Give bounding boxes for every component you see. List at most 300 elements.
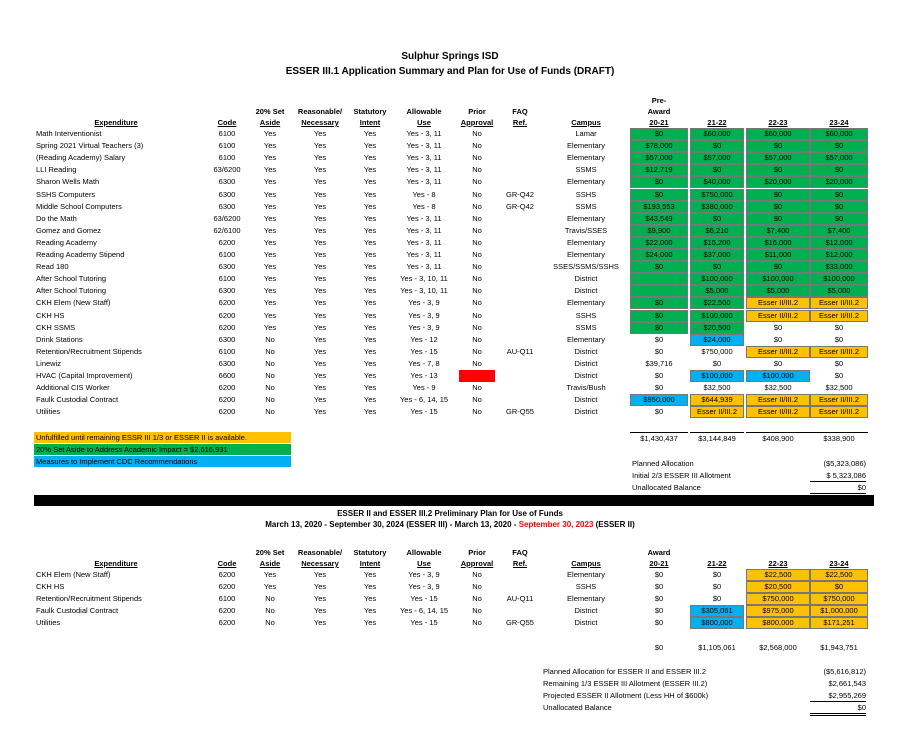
cell-allowable: Yes - 3, 11 xyxy=(406,141,442,151)
cell-21-22: $24,000 xyxy=(690,334,744,346)
cell-reasonable: Yes xyxy=(313,177,327,187)
header-expenditure: Expenditure xyxy=(94,559,138,568)
header-statutory: Statutory Intent xyxy=(353,548,387,568)
cell-faq xyxy=(498,213,542,225)
cell-expenditure: Do the Math xyxy=(36,213,77,223)
cell-pre-award: $0 xyxy=(654,334,664,344)
header-allowable: Allowable Use xyxy=(406,548,442,568)
summary2-value: $2,661,543 xyxy=(828,679,866,688)
cell-allowable: Yes - 3, 9 xyxy=(408,570,440,579)
cell-pre-award: $0 xyxy=(630,261,688,273)
table-row xyxy=(0,189,922,201)
cell-allowable: Yes - 3, 9 xyxy=(408,298,440,308)
cell-campus: District xyxy=(574,371,598,380)
cell-faq xyxy=(498,605,542,617)
cell-campus: District xyxy=(574,407,598,417)
cell-faq xyxy=(498,128,542,140)
cell-code: 6300 xyxy=(218,286,236,296)
cell-reasonable: Yes xyxy=(313,570,327,579)
cell-campus: Lamar xyxy=(575,129,597,138)
header-set-aside: 20% Set Aside xyxy=(255,107,285,127)
cell-faq xyxy=(498,394,542,406)
cell-prior-approval: No xyxy=(472,346,482,356)
cell-allowable: Yes - 15 xyxy=(410,407,438,417)
cell-campus: SSES/SSMS/SSHS xyxy=(553,262,619,272)
cell-campus: Elementary xyxy=(567,177,605,187)
cell-expenditure: Additional CIS Worker xyxy=(36,383,110,393)
cell-campus: Travis/SSES xyxy=(564,225,608,235)
cell-22-23: $0 xyxy=(773,322,783,332)
cell-reasonable: Yes xyxy=(313,606,327,615)
cell-pre-award: $0 xyxy=(654,606,664,615)
cell-code: 6200 xyxy=(218,322,236,332)
cell-23-24: $0 xyxy=(810,201,868,213)
cell-statutory: Yes xyxy=(363,334,377,344)
cell-faq xyxy=(498,334,542,346)
cell-expenditure: Retention/Recruitment Stipends xyxy=(36,594,142,603)
header-code: Code xyxy=(217,559,237,568)
cell-reasonable: Yes xyxy=(313,129,327,138)
cell-campus: Elementary xyxy=(567,141,605,151)
cell-23-24: $171,251 xyxy=(810,617,868,629)
cell-prior-approval: No xyxy=(472,165,482,175)
cell-21-22: Esser II/III.2 xyxy=(690,406,744,418)
cell-faq xyxy=(498,581,542,593)
cell-22-23: $0 xyxy=(746,261,810,273)
cell-faq xyxy=(498,322,542,334)
cell-reasonable: Yes xyxy=(313,201,327,211)
cell-22-23: $975,000 xyxy=(746,605,810,617)
cell-prior-approval: No xyxy=(472,213,482,223)
cell-campus: Elementary xyxy=(567,594,605,603)
summary2-value: ($5,616,812) xyxy=(823,667,866,676)
cell-21-22: $0 xyxy=(690,261,744,273)
table-row xyxy=(0,581,922,593)
cell-pre-award xyxy=(630,273,688,285)
cell-pre-award: $43,549 xyxy=(630,213,688,225)
cell-prior-approval: No xyxy=(472,618,482,627)
cell-prior-approval: No xyxy=(472,274,482,284)
cell-21-22: $0 xyxy=(712,570,722,579)
cell-21-22: $750,000 xyxy=(701,346,733,356)
cell-campus: Elementary xyxy=(567,250,605,259)
table-row xyxy=(0,334,922,346)
cell-campus: SSMS xyxy=(575,201,597,211)
cell-23-24: $5,000 xyxy=(810,285,868,297)
cell-pre-award xyxy=(630,285,688,297)
cell-code: 6600 xyxy=(218,371,236,380)
cell-23-24: $750,000 xyxy=(810,593,868,605)
total-21-22: $1,105,061 xyxy=(698,643,736,652)
cell-22-23: $22,500 xyxy=(746,569,810,581)
summary2-value: $0 xyxy=(810,702,866,716)
cell-allowable: Yes - 13 xyxy=(410,371,438,380)
cell-set-aside: No xyxy=(265,407,275,417)
cell-set-aside: Yes xyxy=(263,322,277,332)
cell-allowable: Yes - 3, 11 xyxy=(406,129,442,138)
cell-statutory: Yes xyxy=(363,358,377,368)
table-row xyxy=(0,358,922,370)
cell-pre-award: $0 xyxy=(654,594,664,603)
cell-statutory: Yes xyxy=(363,570,377,579)
cell-allowable: Yes - 3, 11 xyxy=(406,262,442,272)
cell-set-aside: Yes xyxy=(263,141,277,151)
cell-pre-award: $193,553 xyxy=(630,201,688,213)
cell-21-22: $0 xyxy=(690,164,744,176)
cell-prior-approval: No xyxy=(472,286,482,296)
header-allowable: Allowable Use xyxy=(406,107,442,127)
cell-code: 6300 xyxy=(218,189,236,199)
cell-code: 6100 xyxy=(218,153,236,163)
cell-22-23: $16,000 xyxy=(746,237,810,249)
cell-21-22: $0 xyxy=(712,582,722,591)
cell-pre-award: $0 xyxy=(654,570,664,579)
header-reasonable: Reasonable/ Necessary xyxy=(297,548,343,568)
header-prior: Prior Approval xyxy=(460,548,494,568)
total-pre-award: $1,430,437 xyxy=(630,432,688,444)
page-title: Sulphur Springs ISD xyxy=(401,51,499,62)
cell-code: 6200 xyxy=(218,606,236,615)
cell-21-22: $800,000 xyxy=(690,617,744,629)
cell-campus: District xyxy=(574,358,598,368)
table-row xyxy=(0,605,922,617)
cell-23-24: $100,000 xyxy=(810,273,868,285)
cell-expenditure: CKH SSMS xyxy=(36,322,76,332)
section2-subtitle: March 13, 2020 - September 30, 2024 (ESSER III) - March 13, 2020 - September 30, 2023 (ESSER II) xyxy=(265,520,635,529)
cell-set-aside: No xyxy=(265,383,275,393)
cell-reasonable: Yes xyxy=(313,298,327,308)
cell-expenditure: CKH HS xyxy=(36,310,65,320)
header-prior: Prior Approval xyxy=(460,107,494,127)
cell-prior-approval: No xyxy=(472,358,482,368)
cell-prior-approval: No xyxy=(472,177,482,187)
cell-expenditure: Sharon Wells Math xyxy=(36,177,100,187)
cell-code: 6200 xyxy=(218,298,236,308)
cell-pre-award: $22,000 xyxy=(630,237,688,249)
cell-code: 6200 xyxy=(218,618,236,627)
page-subtitle: ESSER III.1 Application Summary and Plan for Use of Funds (DRAFT) xyxy=(285,66,615,77)
cell-expenditure: Spring 2021 Virtual Teachers (3) xyxy=(36,141,144,151)
cell-21-22: $0 xyxy=(712,594,722,603)
cell-code: 63/6200 xyxy=(213,165,241,175)
table-row xyxy=(0,249,922,261)
cell-23-24: Esser II/III.2 xyxy=(810,297,868,309)
cell-set-aside: Yes xyxy=(263,286,277,296)
header-21-22: 21-22 xyxy=(707,118,727,127)
header-statutory: Statutory Intent xyxy=(353,107,387,127)
cell-statutory: Yes xyxy=(363,141,377,151)
cell-faq: GR-Q55 xyxy=(506,618,534,627)
cell-21-22: $100,000 xyxy=(690,273,744,285)
cell-allowable: Yes - 8 xyxy=(412,189,436,199)
summary2-label: Unallocated Balance xyxy=(543,703,612,712)
cell-pre-award: $0 xyxy=(654,618,664,627)
cell-22-23: Esser II/III.2 xyxy=(746,406,810,418)
cell-22-23: $750,000 xyxy=(746,593,810,605)
table-row xyxy=(0,128,922,140)
cell-campus: District xyxy=(574,618,598,627)
header-21-22: 21-22 xyxy=(707,559,727,568)
table-row xyxy=(0,273,922,285)
cell-23-24: $0 xyxy=(810,213,868,225)
cell-prior-approval: No xyxy=(472,334,482,344)
cell-23-24: $0 xyxy=(810,164,868,176)
cell-allowable: Yes - 12 xyxy=(410,334,438,344)
cell-expenditure: CKH Elem (New Staff) xyxy=(36,570,111,579)
cell-22-23: $0 xyxy=(746,213,810,225)
cell-code: 6300 xyxy=(218,358,236,368)
cell-campus: SSMS xyxy=(575,165,597,175)
cell-statutory: Yes xyxy=(363,274,377,284)
cell-faq xyxy=(498,285,542,297)
cell-23-24: Esser II/III.2 xyxy=(810,394,868,406)
cell-faq: AU-Q11 xyxy=(506,346,534,356)
cell-code: 6100 xyxy=(218,250,236,259)
cell-statutory: Yes xyxy=(363,177,377,187)
cell-21-22: $100,000 xyxy=(690,310,744,322)
cell-21-22: $22,500 xyxy=(690,297,744,309)
cell-expenditure: After School Tutoring xyxy=(36,286,107,296)
cell-expenditure: Math Interventionist xyxy=(36,129,102,138)
cell-23-24: $20,000 xyxy=(810,176,868,188)
cell-set-aside: Yes xyxy=(263,582,277,591)
cell-set-aside: Yes xyxy=(263,153,277,163)
cell-faq xyxy=(498,140,542,152)
cell-expenditure: Retention/Recruitment Stipends xyxy=(36,346,142,356)
cell-22-23: $20,500 xyxy=(746,581,810,593)
cell-expenditure: CKH HS xyxy=(36,582,65,591)
cell-campus: SSHS xyxy=(575,189,597,199)
table-row xyxy=(0,569,922,581)
cell-reasonable: Yes xyxy=(313,237,327,247)
header-23-24: 23-24 xyxy=(829,559,849,568)
legend-unfulfilled: Unfulfilled until remaining ESSR III 1/3 or ESSER II is available. xyxy=(34,432,291,443)
cell-allowable: Yes - 3, 11 xyxy=(406,237,442,247)
cell-allowable: Yes - 6, 14, 15 xyxy=(399,606,449,615)
table-row xyxy=(0,382,922,394)
cell-reasonable: Yes xyxy=(313,165,327,175)
cell-set-aside: Yes xyxy=(263,129,277,138)
cell-set-aside: No xyxy=(265,334,275,344)
cell-allowable: Yes - 15 xyxy=(410,618,438,627)
cell-faq: GR-Q42 xyxy=(506,201,534,211)
table-row xyxy=(0,297,922,309)
cell-statutory: Yes xyxy=(363,298,377,308)
cell-campus: Elementary xyxy=(567,298,605,308)
cell-code: 6100 xyxy=(218,346,236,356)
cell-prior-approval: No xyxy=(472,570,482,579)
header-pre-award: Pre- Award 20-21 xyxy=(647,96,671,127)
cell-allowable: Yes - 3, 10, 11 xyxy=(400,286,448,296)
cell-23-24: $0 xyxy=(834,322,844,332)
cell-faq xyxy=(498,237,542,249)
cell-code: 6100 xyxy=(218,594,236,603)
cell-statutory: Yes xyxy=(363,371,377,380)
cell-23-24: $33,000 xyxy=(810,261,868,273)
cell-code: 6100 xyxy=(218,274,236,284)
cell-21-22: $6,210 xyxy=(690,225,744,237)
cell-22-23: $5,000 xyxy=(746,285,810,297)
cell-pre-award: $57,000 xyxy=(630,152,688,164)
cell-prior-approval: No xyxy=(472,237,482,247)
cell-22-23: $800,000 xyxy=(746,617,810,629)
total-22-23: $2,568,000 xyxy=(759,643,797,652)
cell-21-22: $0 xyxy=(690,213,744,225)
cell-campus: SSHS xyxy=(575,310,597,320)
cell-prior-approval: No xyxy=(472,606,482,615)
cell-code: 6300 xyxy=(218,262,236,272)
table-row xyxy=(0,394,922,406)
cell-22-23: Esser II/III.2 xyxy=(746,310,810,322)
cell-allowable: Yes - 7, 8 xyxy=(408,358,440,368)
cell-faq xyxy=(498,249,542,261)
table-row xyxy=(0,164,922,176)
cell-set-aside: Yes xyxy=(263,189,277,199)
table-row xyxy=(0,176,922,188)
summary1-label: Unallocated Balance xyxy=(632,483,701,492)
cell-set-aside: No xyxy=(265,395,275,405)
cell-prior-approval: No xyxy=(472,407,482,417)
cell-pre-award: $9,900 xyxy=(630,225,688,237)
header-reasonable: Reasonable/ Necessary xyxy=(297,107,343,127)
summary2-label: Projected ESSER II Allotment (Less HH of $600k) xyxy=(543,691,709,700)
cell-set-aside: No xyxy=(265,371,275,380)
cell-pre-award: $0 xyxy=(630,176,688,188)
cell-set-aside: Yes xyxy=(263,225,277,235)
cell-campus: District xyxy=(574,606,598,615)
cell-code: 6100 xyxy=(218,129,236,138)
cell-set-aside: Yes xyxy=(263,310,277,320)
cell-faq: GR-Q42 xyxy=(506,189,534,199)
cell-22-23: $32,500 xyxy=(764,383,792,393)
cell-22-23: Esser II/III.2 xyxy=(746,394,810,406)
cell-reasonable: Yes xyxy=(313,189,327,199)
summary1-label: Planned Allocation xyxy=(632,459,694,468)
total-23-24: $1,943,751 xyxy=(820,643,858,652)
header-22-23: 22-23 xyxy=(768,559,788,568)
cell-23-24: $12,000 xyxy=(810,249,868,261)
cell-prior-approval: No xyxy=(472,582,482,591)
cell-code: 6300 xyxy=(218,201,236,211)
cell-statutory: Yes xyxy=(363,225,377,235)
cell-allowable: Yes - 3, 9 xyxy=(408,310,440,320)
cell-23-24: Esser II/III.2 xyxy=(810,346,868,358)
cell-pre-award: $12,719 xyxy=(630,164,688,176)
cell-pre-award: $0 xyxy=(630,128,688,140)
cell-statutory: Yes xyxy=(363,201,377,211)
cell-22-23: $0 xyxy=(746,164,810,176)
cell-21-22: $0 xyxy=(712,358,722,368)
cell-reasonable: Yes xyxy=(313,407,327,417)
table-row xyxy=(0,617,922,629)
cell-set-aside: No xyxy=(265,346,275,356)
cell-code: 6200 xyxy=(218,395,236,405)
legend-cdc: Measures to Implement CDC Recommendations xyxy=(34,456,291,467)
cell-reasonable: Yes xyxy=(313,395,327,405)
cell-pre-award: $0 xyxy=(654,383,664,393)
cell-code: 6200 xyxy=(218,310,236,320)
table-row xyxy=(0,152,922,164)
summary1-value: ($5,323,086) xyxy=(823,459,866,468)
cell-reasonable: Yes xyxy=(313,594,327,603)
cell-22-23: $20,000 xyxy=(746,176,810,188)
cell-21-22: $60,000 xyxy=(690,128,744,140)
cell-set-aside: Yes xyxy=(263,298,277,308)
cell-pre-award: $0 xyxy=(654,407,664,417)
cell-faq xyxy=(498,164,542,176)
cell-21-22: $100,000 xyxy=(690,370,744,382)
cell-statutory: Yes xyxy=(363,383,377,393)
cell-campus: District xyxy=(574,274,598,284)
cell-faq xyxy=(498,569,542,581)
summary2-label: Planned Allocation for ESSER II and ESSER III.2 xyxy=(543,667,707,676)
cell-pre-award: $0 xyxy=(630,297,688,309)
cell-expenditure: Faulk Custodial Contract xyxy=(36,606,119,615)
cell-pre-award: $950,000 xyxy=(630,394,688,406)
cell-prior-approval: No xyxy=(472,129,482,138)
cell-allowable: Yes - 3, 11 xyxy=(406,153,442,163)
cell-faq xyxy=(498,310,542,322)
cell-reasonable: Yes xyxy=(313,582,327,591)
header-23-24: 23-24 xyxy=(829,118,849,127)
cell-faq: AU-Q11 xyxy=(506,594,534,603)
cell-expenditure: Faulk Custodial Contract xyxy=(36,395,119,405)
cell-statutory: Yes xyxy=(363,582,377,591)
cell-faq xyxy=(498,297,542,309)
cell-23-24: $12,000 xyxy=(810,237,868,249)
cell-22-23: $100,000 xyxy=(746,370,810,382)
cell-prior-approval: No xyxy=(472,201,482,211)
header-22-23: 22-23 xyxy=(768,118,788,127)
cell-23-24: $0 xyxy=(834,358,844,368)
cell-prior-approval: No xyxy=(472,298,482,308)
cell-statutory: Yes xyxy=(363,189,377,199)
cell-23-24: $1,000,000 xyxy=(810,605,868,617)
cell-21-22: $15,200 xyxy=(690,237,744,249)
cell-set-aside: Yes xyxy=(263,177,277,187)
cell-faq xyxy=(498,358,542,370)
header-award: Award 20-21 xyxy=(647,548,671,568)
cell-reasonable: Yes xyxy=(313,213,327,223)
section2-title: ESSER II and ESSER III.2 Preliminary Plan for Use of Funds xyxy=(337,509,563,518)
cell-prior-approval: No xyxy=(472,141,482,151)
cell-statutory: Yes xyxy=(363,213,377,223)
header-campus: Campus xyxy=(571,118,601,127)
cell-expenditure: Gomez and Gomez xyxy=(36,225,102,235)
cell-prior-approval: No xyxy=(472,395,482,405)
cell-expenditure: LLI Reading xyxy=(36,165,77,175)
cell-expenditure: CKH Elem (New Staff) xyxy=(36,298,111,308)
cell-statutory: Yes xyxy=(363,322,377,332)
cell-statutory: Yes xyxy=(363,286,377,296)
cell-23-24: $0 xyxy=(810,189,868,201)
cell-allowable: Yes - 3, 11 xyxy=(406,177,442,187)
cell-allowable: Yes - 9 xyxy=(412,383,436,393)
header-faq: FAQ Ref. xyxy=(512,548,528,568)
cell-21-22: $32,500 xyxy=(703,383,731,393)
table-row xyxy=(0,322,922,334)
cell-allowable: Yes - 6, 14, 15 xyxy=(399,395,449,405)
table-row xyxy=(0,406,922,418)
cell-22-23: $0 xyxy=(773,358,783,368)
cell-expenditure: After School Tutoring xyxy=(36,274,107,284)
cell-expenditure: SSHS Computers xyxy=(36,189,96,199)
cell-expenditure: HVAC (Capital Improvement) xyxy=(36,371,133,380)
cell-campus: Elementary xyxy=(567,213,605,223)
cell-23-24: $0 xyxy=(810,140,868,152)
header-expenditure: Expenditure xyxy=(94,118,138,127)
cell-code: 63/6200 xyxy=(213,213,241,223)
